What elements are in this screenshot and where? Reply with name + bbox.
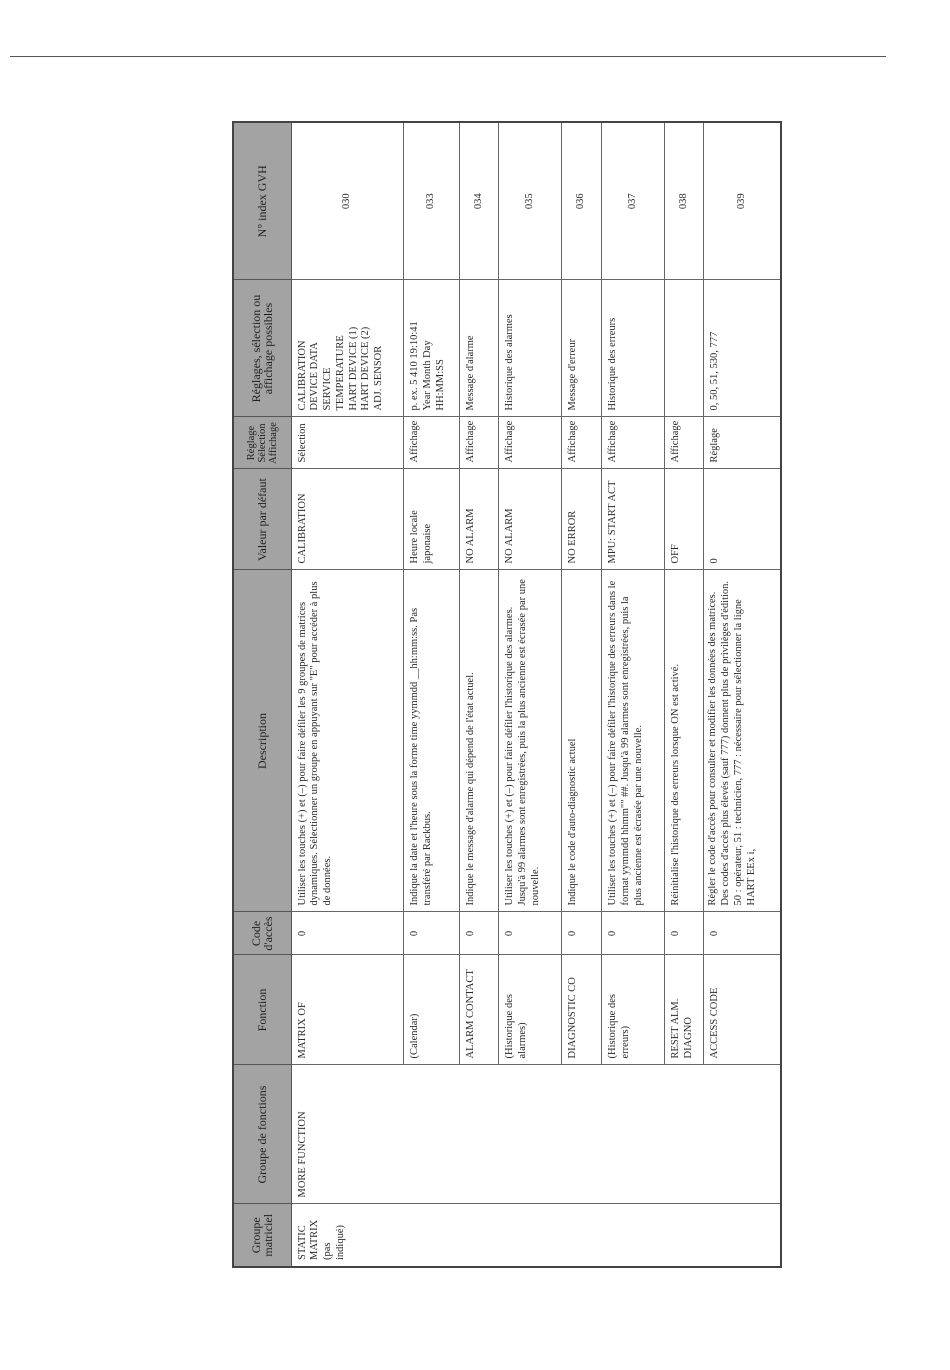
possibles-cell [403, 280, 459, 417]
possible-item: HH:MM:SS [434, 359, 446, 411]
defaut-cell: NO ERROR [562, 469, 602, 570]
header-description: Description [233, 570, 291, 912]
description-cell: Utiliser les touches (+) et (–) pour faire défiler les 9 groupes de matrices dynamiques. Sélectionner un groupe en appuyant sur "E" pour accéder à plus de données. [291, 570, 403, 912]
header-row [233, 122, 291, 1267]
defaut-cell: OFF [665, 469, 704, 570]
fonction-cell: (Historique des erreurs) [601, 955, 664, 1065]
description-cell: Utiliser les touches (+) et (–) pour faire défiler l'historique des erreurs dans le format yymmdd hhmm"" ##. Jusqu'à 99 alarmes sont enregistrées, puis la plus ancienne est écrasée par une nouvelle. [601, 570, 664, 912]
description-cell: Réinitialise l'historique des erreurs lorsque ON est activé. [665, 570, 704, 912]
possibles-cell [499, 280, 562, 417]
code-cell: 0 [291, 912, 403, 955]
possibles-cell [601, 280, 664, 417]
matrix-note: (pas indiqué) [322, 1225, 346, 1260]
possible-item: CALIBRATION [296, 340, 308, 411]
defaut-cell: MPU: START ACT [601, 469, 664, 570]
code-cell: 0 [665, 912, 704, 955]
type-cell: Affichage [601, 417, 664, 469]
fonction-cell: RESET ALM. DIAGNO [665, 955, 704, 1065]
index-cell: 037 [601, 122, 664, 280]
fonction-cell: DIAGNOSTIC CO [562, 955, 602, 1065]
code-cell: 0 [601, 912, 664, 955]
rotated-table-wrapper [232, 123, 782, 1268]
type-cell: Affichage [403, 417, 459, 469]
code-cell: 0 [403, 912, 459, 955]
possible-item: 0, 50, 51, 530, 777 [709, 331, 721, 411]
index-cell: 036 [562, 122, 602, 280]
index-cell: 035 [499, 122, 562, 280]
possible-item: DEVICE DATA [309, 342, 321, 411]
type-cell: Sélection [291, 417, 403, 469]
groupe-fonctions-cell: MORE FUNCTION [291, 1065, 781, 1204]
code-cell: 0 [704, 912, 781, 955]
header-index-gvh: N° index GVH [233, 122, 291, 280]
possibles-cell [665, 280, 704, 417]
description-cell: Utiliser les touches (+) et (–) pour faire défiler l'historique des alarmes. Jusqu'à 99 alarmes sont enregistrées, puis la plus ancienne est écrasée par une nouvelle. [499, 570, 562, 912]
index-cell: 039 [704, 122, 781, 280]
header-groupe-fonctions: Groupe de fonctions [233, 1065, 291, 1204]
possible-item: Year Month Day [421, 340, 433, 411]
defaut-cell: NO ALARM [499, 469, 562, 570]
type-cell: Affichage [562, 417, 602, 469]
description-cell: Indique le code d'auto-diagnostic actuel [562, 570, 602, 912]
code-cell: 0 [459, 912, 499, 955]
header-valeur-defaut: Valeur par défaut [233, 469, 291, 570]
code-cell: 0 [562, 912, 602, 955]
possible-item: HART DEVICE (2) [360, 326, 372, 411]
description-cell: Indique la date et l'heure sous la forme time yymmdd __hh:mm:ss. Pas transféré par Rackbus. [403, 570, 459, 912]
possibles-cell [704, 280, 781, 417]
fonction-cell: ALARM CONTACT [459, 955, 499, 1065]
defaut-cell: Heure locale japonaise [403, 469, 459, 570]
possible-item: SERVICE [322, 367, 334, 411]
header-groupe-matriciel: Groupe matriciel [233, 1204, 291, 1267]
possible-item: ADJ. SENSOR [373, 345, 385, 411]
fonction-cell: (Historique des alarmes) [499, 955, 562, 1065]
fonction-cell: (Calendar) [403, 955, 459, 1065]
possible-item: TEMPERATURE [334, 335, 346, 411]
index-cell: 033 [403, 122, 459, 280]
possible-item: Historique des erreurs [606, 317, 618, 411]
defaut-cell: CALIBRATION [291, 469, 403, 570]
groupe-matriciel-cell [291, 1204, 781, 1267]
code-cell: 0 [499, 912, 562, 955]
description-cell: Indique le message d'alarme qui dépend de l'état actuel. [459, 570, 499, 912]
type-cell: Affichage [499, 417, 562, 469]
matrix-name: STATIC MATRIX [296, 1219, 321, 1260]
possibles-cell [459, 280, 499, 417]
possible-item: HART DEVICE (1) [347, 326, 359, 411]
possible-item: Message d'alarme [464, 335, 476, 411]
parameter-table [232, 121, 782, 1268]
possible-item: Message d'erreur [567, 338, 579, 411]
type-cell: Affichage [665, 417, 704, 469]
index-cell: 038 [665, 122, 704, 280]
possibles-cell [562, 280, 602, 417]
possible-item: p. ex. 5 410 19:10:41 [408, 321, 420, 411]
table-row [291, 122, 403, 1267]
defaut-cell: 0 [704, 469, 781, 570]
possible-item: Historique des alarmes [504, 314, 516, 411]
fonction-cell: MATRIX OF [291, 955, 403, 1065]
header-reglages-possibles: Réglages, sélection ou affichage possibles [233, 280, 291, 417]
type-cell: Réglage [704, 417, 781, 469]
type-cell: Affichage [459, 417, 499, 469]
description-cell: Régler le code d'accès pour consulter et modifier les données des matrices. Des codes d'accès plus élevés (sauf 777) donnent plus de privilèges d'édition. 50 : opérateur, 51 : technicien, 777 : nécessaire pour sélectionner la ligne HART EEx i, [704, 570, 781, 912]
index-cell: 034 [459, 122, 499, 280]
index-cell: 030 [291, 122, 403, 280]
fonction-cell: ACCESS CODE [704, 955, 781, 1065]
defaut-cell: NO ALARM [459, 469, 499, 570]
header-reglage: Réglage Sélection Affichage [233, 417, 291, 469]
header-code-acces: Code d'accès [233, 912, 291, 955]
header-fonction: Fonction [233, 955, 291, 1065]
top-rule [10, 56, 886, 57]
possibles-cell [291, 280, 403, 417]
